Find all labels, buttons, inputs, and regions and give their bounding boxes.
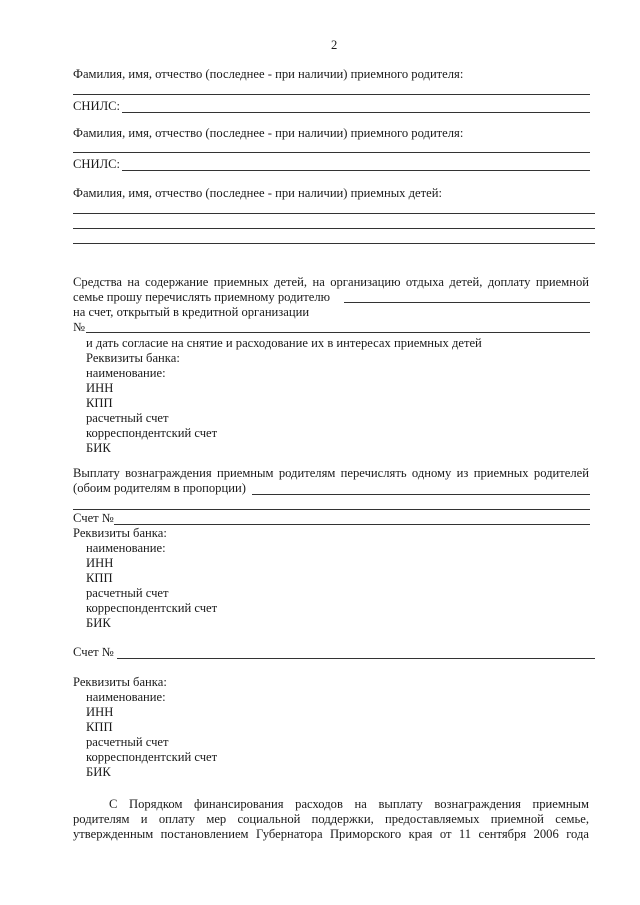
page-number: 2 — [331, 38, 338, 52]
funds-number-label: № — [73, 320, 86, 334]
funds-line-3: на счет, открытый в кредитной организации — [73, 305, 310, 319]
reward-extra-line[interactable] — [73, 509, 590, 510]
funds-bank-inn: ИНН — [86, 381, 114, 395]
children-line-3[interactable] — [73, 243, 595, 244]
funds-account-line[interactable] — [86, 332, 590, 333]
parent2-label: Фамилия, имя, отчество (последнее - при наличии) приемного родителя: — [73, 126, 464, 140]
parent1-snils-line[interactable] — [122, 112, 590, 113]
funds-line-4: и дать согласие на снятие и расходование их в интересах приемных детей — [86, 336, 482, 350]
funds-bank-title: Реквизиты банка: — [86, 351, 180, 365]
closing-line-2: родителям и оплату мер социальной поддержки, предоставляемых приемной семье, — [73, 812, 589, 826]
children-label: Фамилия, имя, отчество (последнее - при наличии) приемных детей: — [73, 186, 442, 200]
reward-bank-name: наименование: — [86, 541, 166, 555]
children-line-2[interactable] — [73, 228, 595, 229]
closing-line-3: утвержденным постановлением Губернатора Приморского края от 11 сентября 2006 года — [73, 827, 589, 841]
funds-line-2: семье прошу перечислять приемному родителю — [73, 290, 331, 304]
reward-proportion-line[interactable] — [252, 494, 590, 495]
parent1-snils-label: СНИЛС: — [73, 99, 121, 113]
reward-line-2: (обоим родителям в пропорции) — [73, 481, 246, 495]
closing-line-1: С Порядком финансирования расходов на выплату вознаграждения приемным — [109, 797, 589, 811]
reward-bank-title: Реквизиты банка: — [73, 526, 167, 540]
parent1-label: Фамилия, имя, отчество (последнее - при наличии) приемного родителя: — [73, 67, 464, 81]
reward-bank-corr-account: корреспондентский счет — [86, 601, 218, 615]
funds-parent-line[interactable] — [344, 302, 590, 303]
reward2-bank-inn: ИНН — [86, 705, 114, 719]
funds-line-1: Средства на содержание приемных детей, на организацию отдыха детей, доплату приемной — [73, 275, 589, 289]
reward-account-label: Счет № — [73, 511, 114, 525]
reward-bank-inn: ИНН — [86, 556, 114, 570]
parent2-snils-line[interactable] — [122, 170, 590, 171]
funds-bank-corr-account: корреспондентский счет — [86, 426, 218, 440]
reward-bank-account: расчетный счет — [86, 586, 169, 600]
funds-bank-bik: БИК — [86, 441, 111, 455]
reward2-bank-account: расчетный счет — [86, 735, 169, 749]
funds-bank-account: расчетный счет — [86, 411, 169, 425]
parent2-name-line[interactable] — [73, 152, 590, 153]
reward-bank-kpp: КПП — [86, 571, 113, 585]
funds-bank-kpp: КПП — [86, 396, 113, 410]
reward2-account-label: Счет № — [73, 645, 114, 659]
reward-account-line[interactable] — [114, 524, 590, 525]
reward2-bank-kpp: КПП — [86, 720, 113, 734]
reward-line-1: Выплату вознаграждения приемным родителям перечислять одному из приемных родителей — [73, 466, 589, 480]
reward2-bank-name: наименование: — [86, 690, 166, 704]
parent2-snils-label: СНИЛС: — [73, 157, 121, 171]
reward-bank-bik: БИК — [86, 616, 111, 630]
children-line-1[interactable] — [73, 213, 595, 214]
parent1-name-line[interactable] — [73, 94, 590, 95]
reward2-bank-corr-account: корреспондентский счет — [86, 750, 218, 764]
reward2-bank-title: Реквизиты банка: — [73, 675, 167, 689]
funds-bank-name: наименование: — [86, 366, 166, 380]
reward2-account-line[interactable] — [117, 658, 595, 659]
reward2-bank-bik: БИК — [86, 765, 111, 779]
